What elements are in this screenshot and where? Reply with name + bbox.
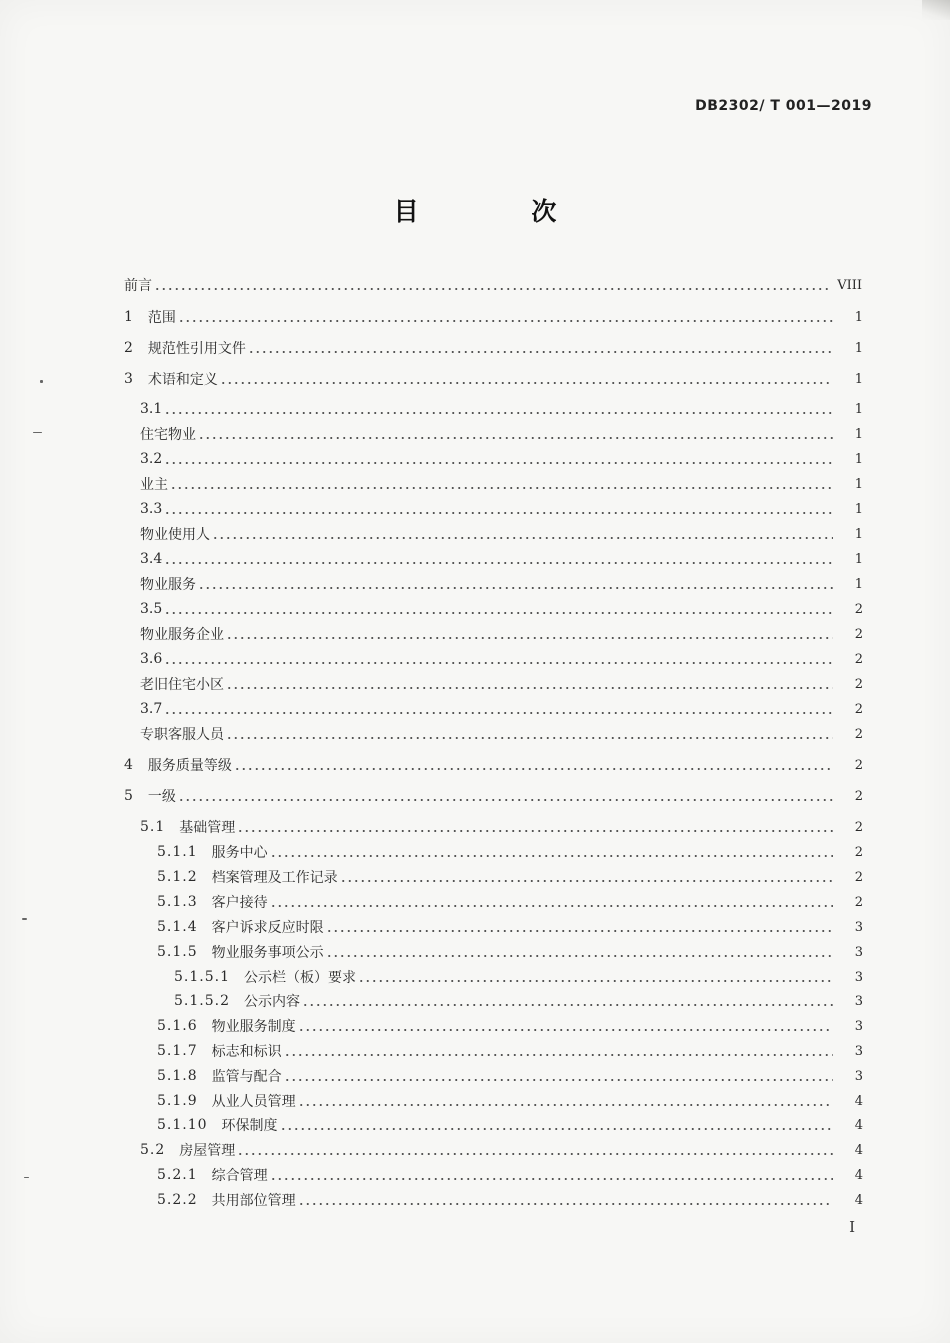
toc-entry[interactable] [0,1065,950,1087]
toc-entry-page: 2 [854,601,863,617]
toc-entry-title: 从业人员管理 [211,1094,296,1110]
toc-entry-title: 环保制度 [221,1118,278,1134]
toc-entry-number: 5.1.3 [157,894,198,910]
toc-entry[interactable] [0,523,950,545]
toc-entry-title: 物业服务企业 [140,627,224,643]
toc-entry[interactable] [0,337,950,359]
scan-speck [22,918,27,920]
toc-entry[interactable] [0,1164,950,1186]
toc-entry-title: 专职客服人员 [140,727,224,743]
toc-entry-title: 房屋管理 [179,1143,236,1159]
toc-entry-page: 2 [854,626,863,642]
dot-leader [340,872,833,882]
toc-entry-title: 物业使用人 [140,527,210,543]
toc-entry-title: 公示栏（板）要求 [243,970,356,986]
toc-entry[interactable] [0,548,950,570]
toc-entry-page: 1 [854,501,863,517]
toc-entry[interactable] [0,785,950,807]
dot-leader [280,1120,833,1130]
dot-leader [164,554,833,564]
toc-entry-title: 业主 [140,477,168,493]
dot-leader [226,729,833,739]
dot-leader [284,1046,833,1056]
dot-leader [164,654,833,664]
toc-entry[interactable] [0,816,950,838]
toc-entry[interactable] [0,473,950,495]
toc-entry-title: 客户接待 [211,895,268,911]
toc-entry-page: 2 [854,894,863,910]
toc-entry[interactable] [0,754,950,776]
toc-entry[interactable] [0,423,950,445]
toc-entry-page: 1 [854,526,863,542]
toc-entry-page: 3 [854,1043,863,1059]
toc-entry-page: 2 [854,651,863,667]
toc-entry-title: 物业服务 [140,577,196,593]
toc-entry[interactable] [0,673,950,695]
toc-entry[interactable] [0,891,950,913]
dot-leader [270,1170,833,1180]
toc-entry[interactable] [0,648,950,670]
dot-leader [326,922,833,932]
toc-entry-title: 客户诉求反应时限 [211,920,324,936]
toc-entry-page: 3 [854,919,863,935]
toc-entry-page: 4 [854,1142,863,1158]
dot-leader [298,1096,833,1106]
dot-leader [198,579,833,589]
dot-leader [237,822,833,832]
toc-entry-number: 5.2 [140,1142,166,1158]
toc-entry-title: 术语和定义 [147,372,218,388]
toc-entry-page: VIII [837,277,862,293]
toc-entry[interactable] [0,573,950,595]
toc-entry-number: 4 [124,757,134,773]
dot-leader [302,996,833,1006]
dot-leader [226,629,833,639]
standard-code: DB2302/ T 001—2019 [695,98,872,114]
toc-entry-number: 3 [124,371,134,387]
toc-entry[interactable] [0,368,950,390]
toc-entry[interactable] [0,1189,950,1211]
toc-entry-page: 1 [854,309,863,325]
toc-entry-title: 3.4 [140,551,163,567]
toc-entry-title: 3.1 [140,401,163,417]
toc-entry-page: 1 [854,401,863,417]
toc-entry[interactable] [0,623,950,645]
toc-entry-number: 5.2.2 [157,1192,198,1208]
toc-entry-title: 标志和标识 [211,1044,282,1060]
toc-entry[interactable] [0,498,950,520]
toc-entry-page: 3 [854,1068,863,1084]
dot-leader [358,972,833,982]
toc-entry-title: 前言 [124,278,152,294]
toc-entry-title: 共用部位管理 [211,1193,296,1209]
toc-entry-title: 3.5 [140,601,163,617]
toc-entry-page: 2 [854,701,863,717]
scan-speck [40,380,43,383]
toc-entry-page: 1 [854,426,863,442]
toc-entry-title: 住宅物业 [140,427,196,443]
toc-entry-number: 5.1.5 [157,944,198,960]
toc-entry-page: 1 [854,576,863,592]
dot-leader [164,704,833,714]
dot-leader [170,479,833,489]
toc-entry[interactable] [0,723,950,745]
dot-leader [220,374,833,384]
toc-entry-page: 1 [854,451,863,467]
dot-leader [270,897,833,907]
dot-leader [284,1071,833,1081]
dot-leader [234,760,833,770]
toc-entry-number: 5.2.1 [157,1167,198,1183]
toc-entry-number: 5.1.10 [157,1117,208,1133]
toc-entry[interactable] [0,866,950,888]
dot-leader [178,312,833,322]
toc-entry-page: 2 [854,819,863,835]
toc-entry[interactable] [0,448,950,470]
toc-entry-page: 1 [854,476,863,492]
toc-entry-title: 物业服务制度 [211,1019,296,1035]
toc-entry-page: 4 [854,1093,863,1109]
toc-entry-title: 公示内容 [243,994,300,1010]
dot-leader [164,604,833,614]
toc-entry-title: 3.7 [140,701,163,717]
dot-leader [298,1195,833,1205]
toc-entry-number: 5.1 [140,819,166,835]
dot-leader [270,847,833,857]
toc-entry-number: 5.1.6 [157,1018,198,1034]
toc-entry-number: 5.1.4 [157,919,198,935]
toc-entry-page: 2 [854,757,863,773]
scan-speck [24,1177,29,1178]
toc-entry-page: 2 [854,844,863,860]
toc-entry-page: 1 [854,371,863,387]
toc-entry-page: 3 [854,944,863,960]
toc-entry[interactable] [0,1090,950,1112]
toc-entry[interactable] [0,916,950,938]
toc-entry-title: 一级 [147,789,176,805]
toc-entry-number: 5.1.7 [157,1043,198,1059]
toc-entry[interactable] [0,1040,950,1062]
toc-entry-page: 1 [854,340,863,356]
toc-entry-number: 5.1.2 [157,869,198,885]
toc-entry[interactable] [0,698,950,720]
toc-entry-number: 5.1.5.2 [174,993,230,1009]
toc-entry-number: 2 [124,340,134,356]
toc-entry[interactable] [0,598,950,620]
toc-entry-page: 3 [854,1018,863,1034]
toc-entry-title: 规范性引用文件 [147,341,246,357]
dot-leader [212,529,833,539]
toc-entry-number: 1 [124,309,134,325]
toc-entry-number: 5.1.5.1 [174,969,230,985]
toc-entry[interactable] [0,841,950,863]
toc-entry[interactable] [0,274,950,296]
toc-entry-page: 3 [854,969,863,985]
toc-entry-page: 3 [854,993,863,1009]
dot-leader [164,504,833,514]
toc-entry-number: 5 [124,788,134,804]
toc-entry-number: 5.1.8 [157,1068,198,1084]
dot-leader [237,1145,833,1155]
dot-leader [248,343,833,353]
toc-entry-title: 物业服务事项公示 [211,945,324,961]
toc-entry-number: 5.1.1 [157,844,198,860]
toc-entry-title: 3.2 [140,451,163,467]
dot-leader [226,679,833,689]
toc-entry-title: 范围 [147,310,176,326]
toc-entry-title: 档案管理及工作记录 [211,870,338,886]
toc-entry-page: 2 [854,869,863,885]
dot-leader [164,454,833,464]
toc-entry-number: 5.1.9 [157,1093,198,1109]
dot-leader [198,429,833,439]
dot-leader [178,791,833,801]
dot-leader [154,280,829,290]
toc-entry-title: 综合管理 [211,1168,268,1184]
dot-leader [164,404,833,414]
toc-entry[interactable] [0,1139,950,1161]
toc-entry-title: 3.3 [140,501,163,517]
page-number: I [849,1218,855,1236]
folded-corner [922,0,950,20]
scan-speck [33,432,42,433]
toc-entry[interactable] [0,306,950,328]
toc-entry-page: 2 [854,788,863,804]
toc-entry-page: 4 [854,1117,863,1133]
toc-entry-title: 服务中心 [211,845,268,861]
toc-entry-page: 1 [854,551,863,567]
toc-entry[interactable] [0,1015,950,1037]
dot-leader [326,947,833,957]
toc-entry-title: 服务质量等级 [147,758,232,774]
toc-entry[interactable] [0,398,950,420]
toc-entry-page: 4 [854,1167,863,1183]
toc-entry-page: 2 [854,726,863,742]
dot-leader [298,1021,833,1031]
toc-entry-title: 监管与配合 [211,1069,282,1085]
toc-entry[interactable] [0,1114,950,1136]
toc-entry-title: 3.6 [140,651,163,667]
toc-entry-title: 基础管理 [179,820,236,836]
page-title: 目 次 [393,197,609,226]
toc-entry[interactable] [0,990,950,1012]
toc-entry[interactable] [0,966,950,988]
toc-entry-title: 老旧住宅小区 [140,677,224,693]
toc-entry-page: 4 [854,1192,863,1208]
toc-entry[interactable] [0,941,950,963]
toc-entry-page: 2 [854,676,863,692]
